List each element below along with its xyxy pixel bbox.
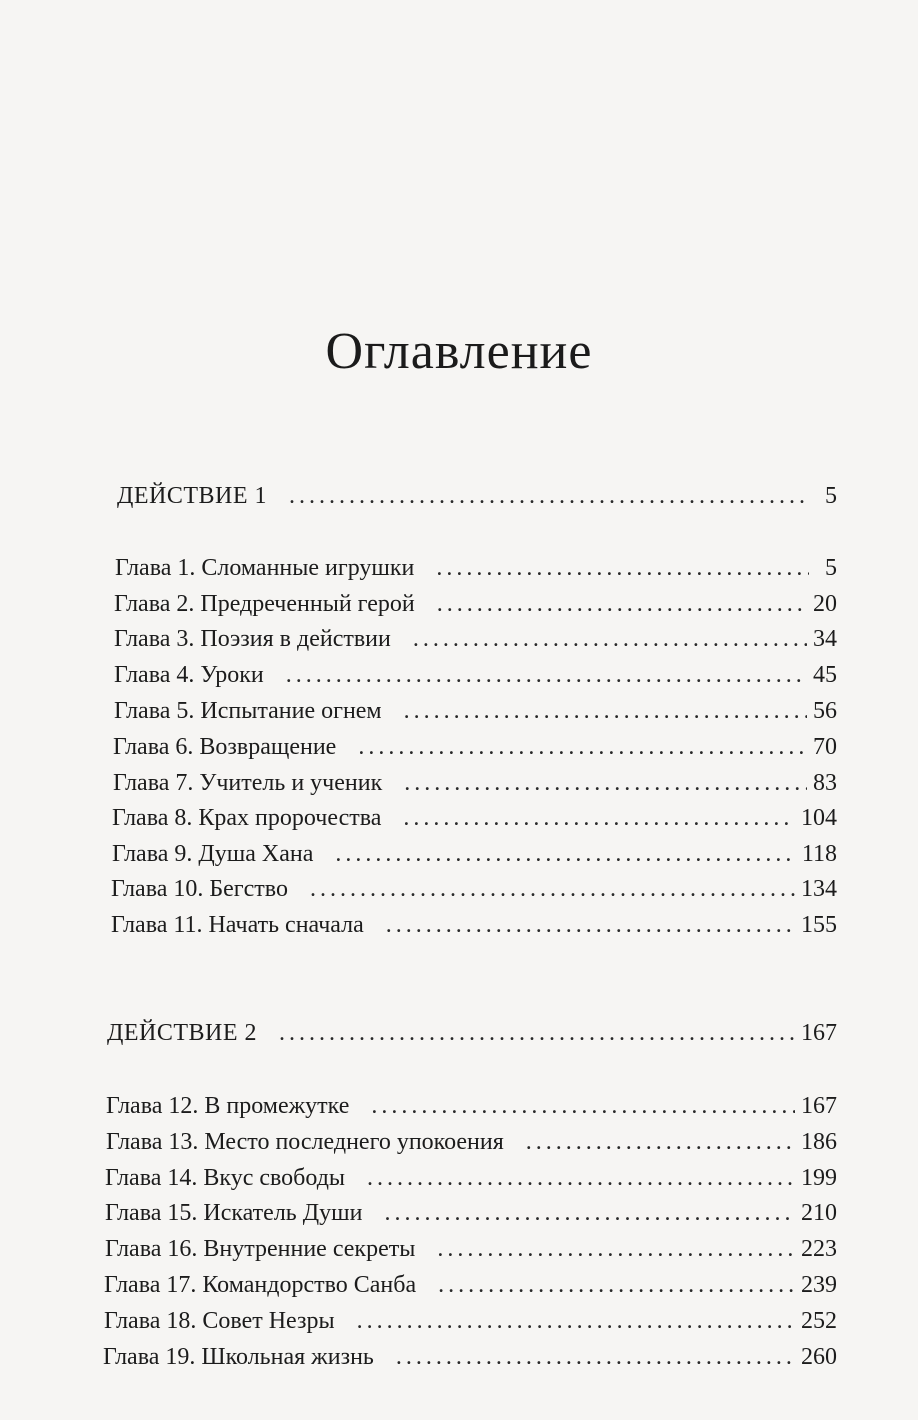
toc-entry xyxy=(114,698,837,725)
toc-entry xyxy=(105,1236,837,1263)
dot-leader xyxy=(357,1308,795,1335)
chapter-page-number: 20 xyxy=(813,591,837,617)
chapter-title: Глава 5. Испытание огнем xyxy=(114,698,382,724)
toc-entry xyxy=(106,1129,837,1156)
toc-part xyxy=(107,1020,837,1047)
toc-part xyxy=(117,483,837,510)
dot-leader xyxy=(335,841,796,868)
chapter-title: Глава 14. Вкус свободы xyxy=(105,1165,346,1191)
chapter-title: Глава 12. В промежутке xyxy=(106,1093,350,1119)
part-page-number: 5 xyxy=(825,483,837,509)
chapter-page-number: 210 xyxy=(801,1200,837,1226)
chapter-page-number: 104 xyxy=(801,805,837,831)
toc-entry xyxy=(114,662,837,689)
toc-entry xyxy=(104,1272,837,1299)
chapter-page-number: 118 xyxy=(801,841,837,867)
dot-leader xyxy=(526,1129,795,1156)
chapter-page-number: 134 xyxy=(801,876,837,902)
dot-leader xyxy=(310,876,795,903)
dot-leader xyxy=(358,734,807,761)
chapter-title: Глава 3. Поэзия в действии xyxy=(114,626,391,652)
chapter-title: Глава 11. Начать сначала xyxy=(111,912,364,938)
dot-leader xyxy=(413,626,807,653)
dot-leader xyxy=(404,770,807,797)
dot-leader xyxy=(386,912,795,939)
chapter-page-number: 199 xyxy=(801,1165,837,1191)
chapter-title: Глава 2. Предреченный герой xyxy=(114,591,415,617)
dot-leader xyxy=(396,1344,795,1371)
part-label: ДЕЙСТВИЕ 2 xyxy=(107,1020,258,1046)
toc-entry xyxy=(112,841,837,868)
dot-leader xyxy=(437,591,807,618)
chapter-title: Глава 10. Бегство xyxy=(111,876,288,902)
dot-leader xyxy=(367,1165,795,1192)
toc-entry xyxy=(112,805,837,832)
chapter-page-number: 223 xyxy=(801,1236,837,1262)
toc-entry xyxy=(103,1344,837,1371)
toc-entry xyxy=(113,770,837,797)
chapter-page-number: 5 xyxy=(825,555,837,581)
dot-leader xyxy=(438,1272,795,1299)
chapter-page-number: 260 xyxy=(801,1344,837,1370)
part-page-number: 167 xyxy=(801,1020,837,1046)
chapter-title: Глава 9. Душа Хана xyxy=(112,841,314,867)
dot-leader xyxy=(403,805,795,832)
chapter-page-number: 239 xyxy=(801,1272,837,1298)
toc-entry xyxy=(111,912,837,939)
chapter-title: Глава 7. Учитель и ученик xyxy=(113,770,383,796)
toc-entry xyxy=(111,876,837,903)
chapter-page-number: 34 xyxy=(813,626,837,652)
page-title: Оглавление xyxy=(325,323,593,380)
dot-leader xyxy=(436,555,809,582)
toc-entry xyxy=(114,591,837,618)
toc-entry xyxy=(115,555,837,582)
toc-entry xyxy=(106,1093,837,1120)
toc-entry xyxy=(105,1165,837,1192)
chapter-title: Глава 17. Командорство Санба xyxy=(104,1272,417,1298)
chapter-title: Глава 6. Возвращение xyxy=(113,734,337,760)
chapter-title: Глава 13. Место последнего упокоения xyxy=(106,1129,504,1155)
chapter-page-number: 70 xyxy=(813,734,837,760)
dot-leader xyxy=(384,1200,795,1227)
chapter-title: Глава 15. Искатель Души xyxy=(105,1200,363,1226)
chapter-title: Глава 18. Совет Незры xyxy=(104,1308,335,1334)
chapter-page-number: 83 xyxy=(813,770,837,796)
dot-leader xyxy=(286,662,807,689)
dot-leader xyxy=(289,483,809,510)
toc-entry xyxy=(114,626,837,653)
dot-leader xyxy=(404,698,807,725)
toc-entry xyxy=(113,734,837,761)
dot-leader xyxy=(279,1020,795,1047)
chapter-title: Глава 19. Школьная жизнь xyxy=(103,1344,374,1370)
chapter-title: Глава 16. Внутренние секреты xyxy=(105,1236,416,1262)
chapter-page-number: 56 xyxy=(813,698,837,724)
chapter-title: Глава 4. Уроки xyxy=(114,662,264,688)
dot-leader xyxy=(437,1236,795,1263)
chapter-title: Глава 8. Крах пророчества xyxy=(112,805,382,831)
dot-leader xyxy=(371,1093,795,1120)
part-label: ДЕЙСТВИЕ 1 xyxy=(117,483,268,509)
chapter-page-number: 45 xyxy=(813,662,837,688)
chapter-title: Глава 1. Сломанные игрушки xyxy=(115,555,415,581)
toc-entry xyxy=(104,1308,837,1335)
toc-entry xyxy=(105,1200,837,1227)
chapter-page-number: 167 xyxy=(801,1093,837,1119)
chapter-page-number: 252 xyxy=(801,1308,837,1334)
chapter-page-number: 155 xyxy=(801,912,837,938)
chapter-page-number: 186 xyxy=(801,1129,837,1155)
